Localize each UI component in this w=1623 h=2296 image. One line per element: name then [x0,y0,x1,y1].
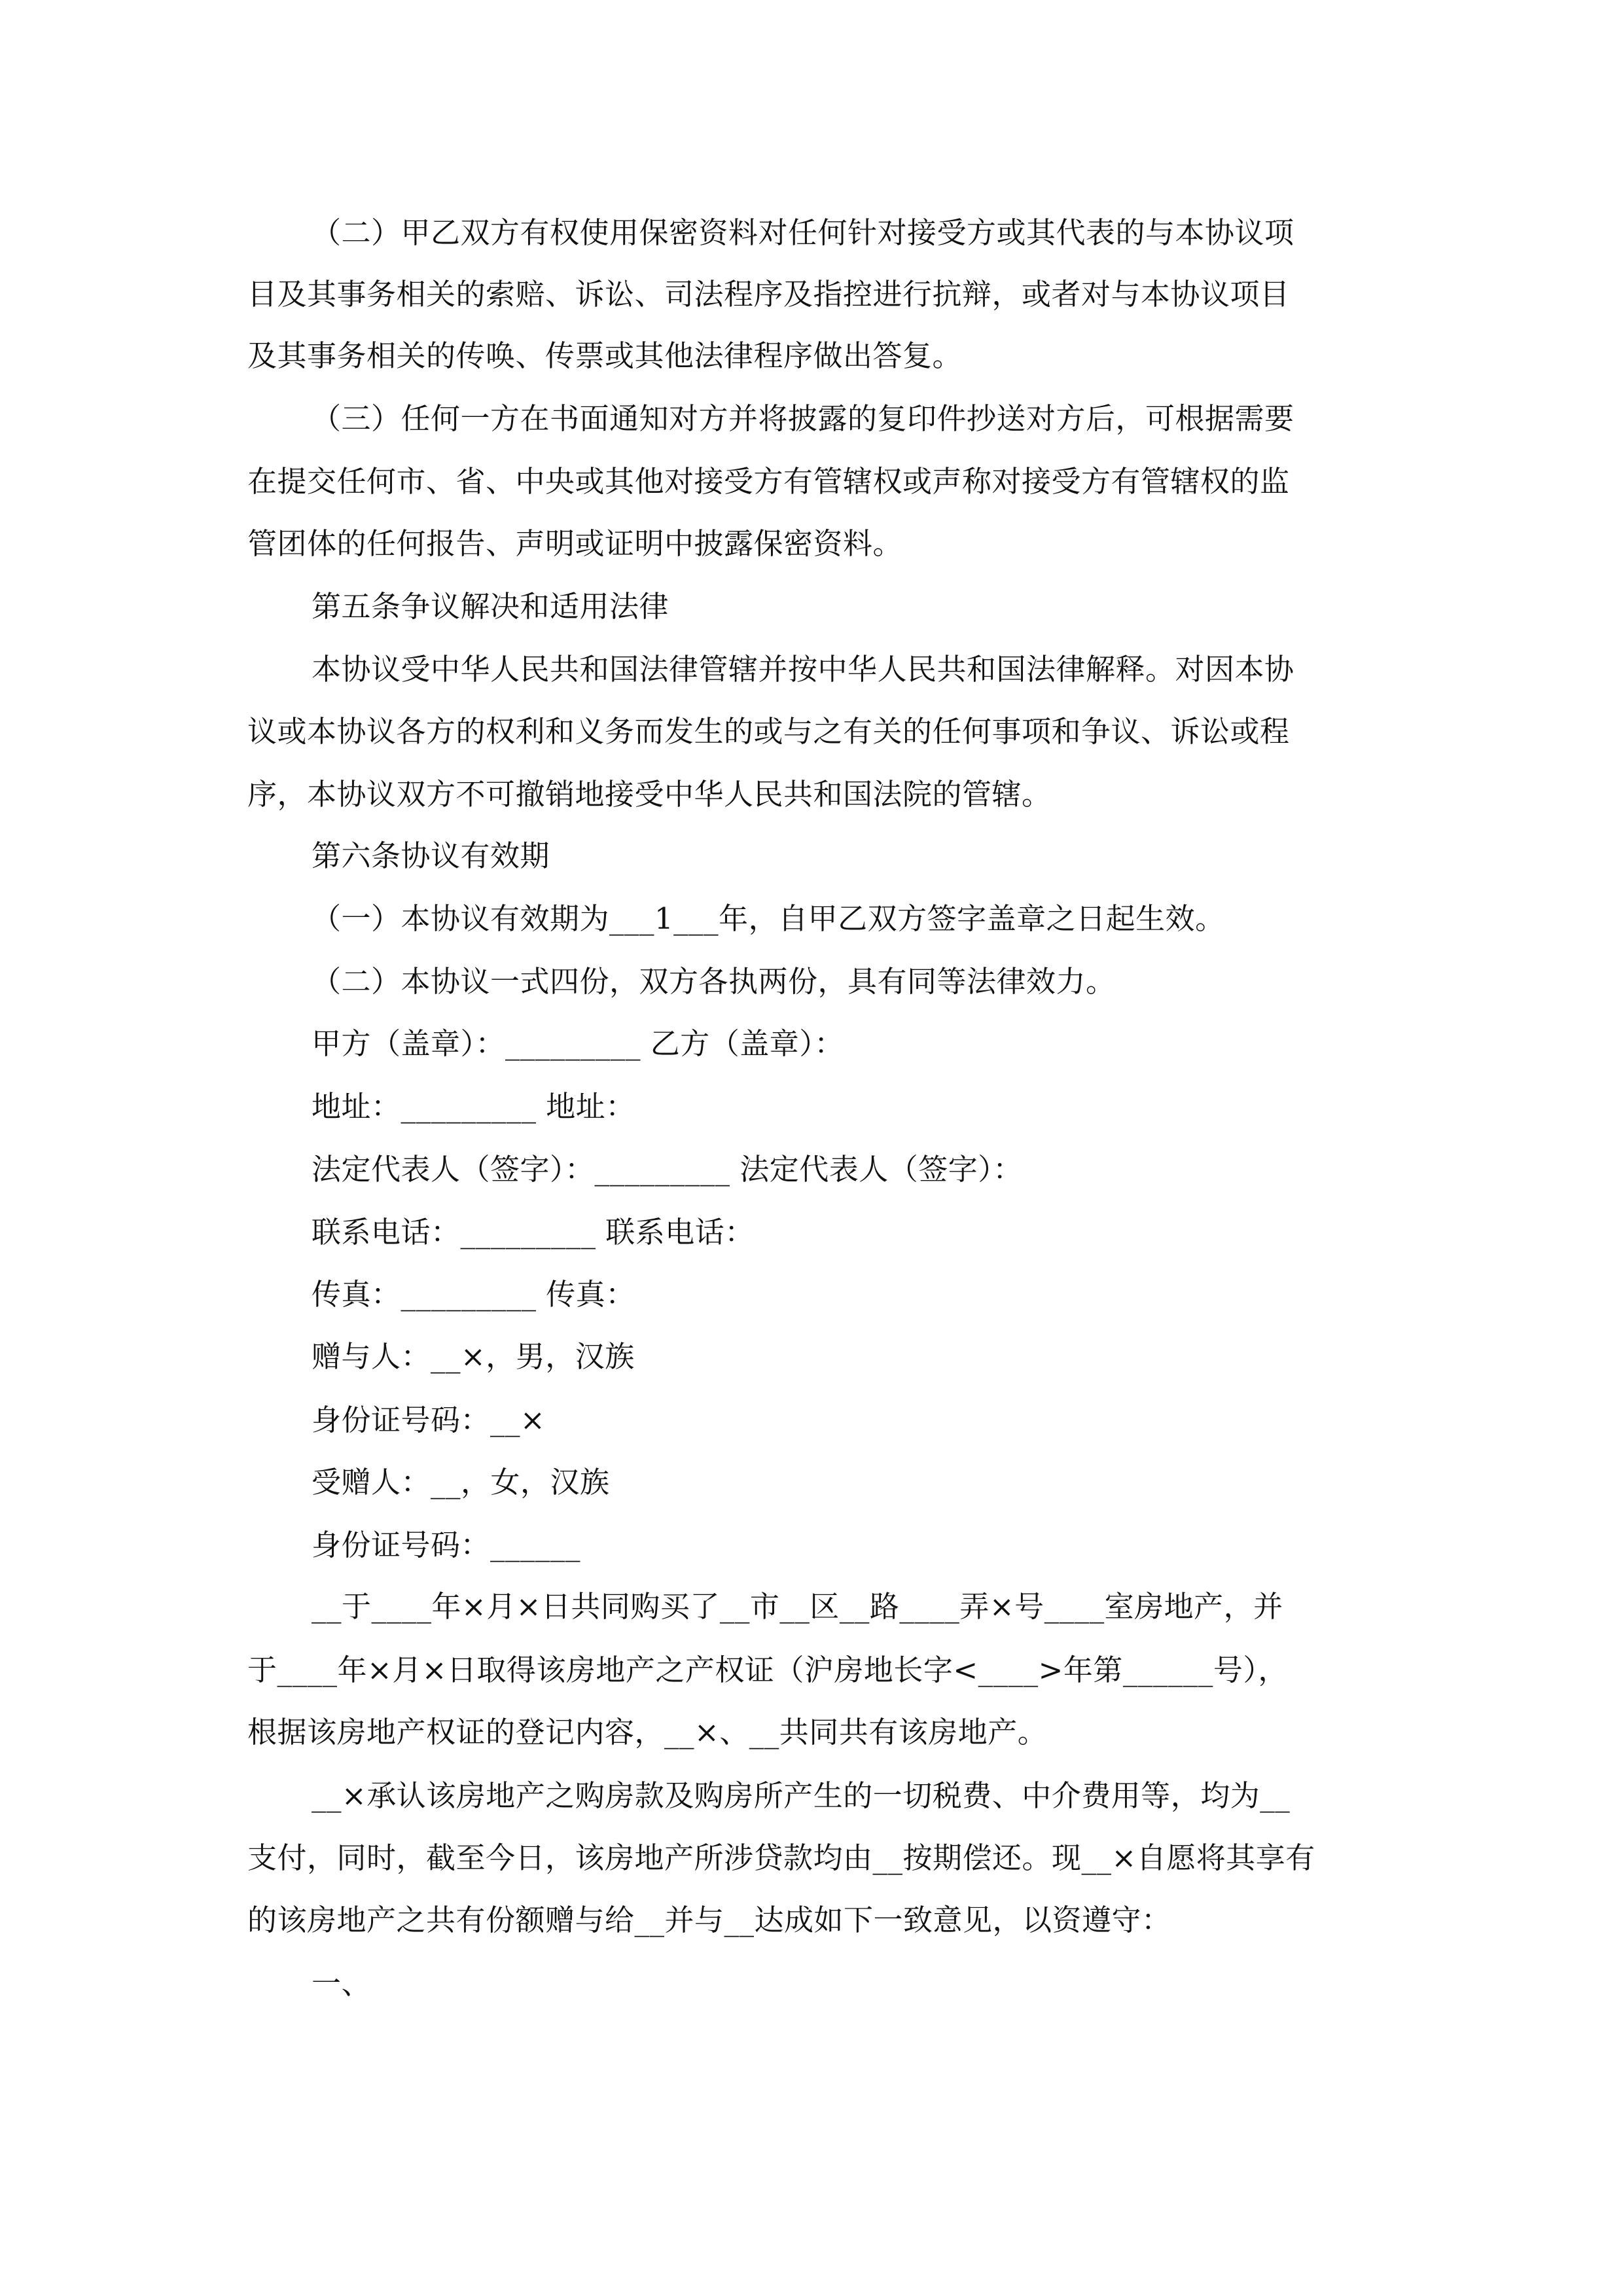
list-item-label: 一、 [312,1966,372,2001]
paragraph-line: 的该房地产之共有份额赠与给__并与__达成如下一致意见，以资遵守： [247,1903,1171,1937]
signature-line: 甲方（盖章）：_________ 乙方（盖章）： [312,1026,844,1061]
paragraph-line: 在提交任何市、省、中央或其他对接受方有管辖权或声称对接受方有管辖权的监 [247,464,1290,499]
paragraph-line: 管团体的任何报告、声明或证明中披露保密资料。 [247,526,903,561]
paragraph-line: 序，本协议双方不可撤销地接受中华人民共和国法院的管辖。 [247,777,1052,812]
section-heading: 第六条协议有效期 [312,838,550,873]
paragraph-line: __于____年×月×日共同购买了__市__区__路____弄×号____室房地产，并 [312,1589,1283,1624]
section-heading: 第五条争议解决和适用法律 [312,589,669,624]
paragraph-line: 于____年×月×日取得该房地产之产权证（沪房地长字<____>年第______号）， [247,1653,1288,1687]
party-line: 身份证号码：__× [312,1403,546,1437]
signature-line: 传真：_________ 传真： [312,1277,635,1312]
party-line: 受赠人：__，女，汉族 [312,1465,610,1499]
paragraph-line: （三）任何一方在书面通知对方并将披露的复印件抄送对方后，可根据需要 [312,401,1294,436]
paragraph-line: 根据该房地产权证的登记内容，__×、__共同共有该房地产。 [247,1715,1048,1749]
signature-line: 法定代表人（签字）：_________ 法定代表人（签字）： [312,1152,1023,1187]
party-line: 赠与人：__×，男，汉族 [312,1339,635,1374]
paragraph-line: 支付，同时，截至今日，该房地产所涉贷款均由__按期偿还。现__×自愿将其享有 [247,1840,1315,1875]
paragraph-line: 本协议受中华人民共和国法律管辖并按中华人民共和国法律解释。对因本协 [312,652,1294,687]
party-line: 身份证号码：______ [312,1528,581,1562]
paragraph-line: 议或本协议各方的权利和义务而发生的或与之有关的任何事项和争议、诉讼或程 [247,714,1290,749]
paragraph-line: （二）甲乙双方有权使用保密资料对任何针对接受方或其代表的与本协议项 [312,215,1294,250]
paragraph-line: 及其事务相关的传唤、传票或其他法律程序做出答复。 [247,338,963,373]
signature-line: 地址：_________ 地址： [312,1089,635,1124]
paragraph-line: （二）本协议一式四份，双方各执两份，具有同等法律效力。 [312,964,1116,999]
signature-line: 联系电话：_________ 联系电话： [312,1215,755,1249]
paragraph-line: __×承认该房地产之购房款及购房所产生的一切税费、中介费用等，均为__ [312,1778,1291,1813]
paragraph-line: 目及其事务相关的索赔、诉讼、司法程序及指控进行抗辩，或者对与本协议项目 [247,277,1290,312]
paragraph-line: （一）本协议有效期为___1___年，自甲乙双方签字盖章之日起生效。 [312,901,1225,936]
